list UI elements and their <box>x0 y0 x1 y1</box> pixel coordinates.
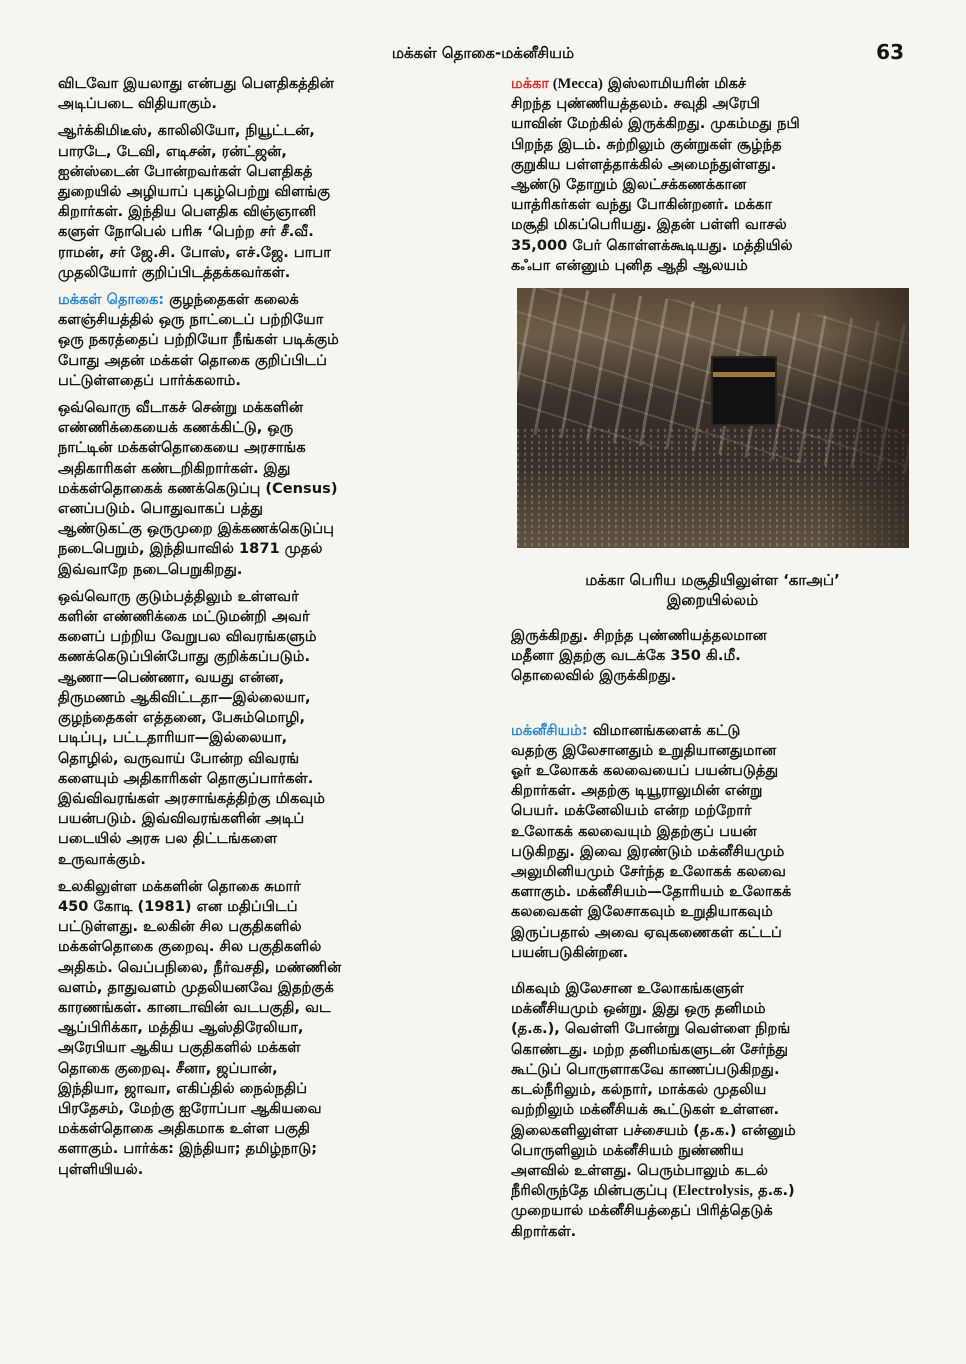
census-details-paragraph: ஒவ்வொரு குடும்பத்திலும் உள்ளவர் களின் எண்ணிக்கை மட்டுமன்றி அவர் களைப் பற்றிய வேறுபல விவரங்களும் கணக்கெடுப்பின்போது குறிக்கப்படும். ஆணா—பெண்ணா, வயது என்ன, திருமணம் ஆகிவிட்டதா—இல்லையா, குழந்தைகள் எத்தனை, பேசும்மொழி, படிப்பு, பட்டதாரியா—இல்லையா, தொழில், வருவாய் போன்ற விவரங் களையும் அதிகாரிகள் தொகுப்பார்கள். இவ்விவரங்கள் அரசாங்கத்திற்கு மிகவும் பயன்படும். இவ்விவரங்களின் அடிப் படையில் அரசு பல திட்டங்களை உருவாக்கும். <box>58 587 325 868</box>
mecca-text: இஸ்லாமியரின் மிகச் சிறந்த புண்ணியத்தலம். சவுதி அரேபி யாவின் மேற்கில் இருக்கிறது. முகம்மது நபி பிறந்த இடம். சுற்றிலும் குன்றுகள் சூழ்ந்த குறுகிய பள்ளத்தாக்கில் அமைந்துள்ளது. ஆண்டு தோறும் இலட்சக்கணக்கான யாத்ரிகர்கள் வந்து போகின்றனர். மக்கா மசூதி மிகப்பெரியது. இதன் பள்ளி வாசல் 35,000 பேர் கொள்ளக்கூடியது. மத்தியில் கஃபா என்னும் புனித ஆதி ஆலயம் <box>511 75 800 274</box>
mecca-continuation: இருக்கிறது. சிறந்த புண்ணியத்தலமான மதீனா இதற்கு வடக்கே 350 கி.மீ. தொலைவில் இருக்கிறது. <box>511 627 767 685</box>
population-heading: மக்கள் தொகை: <box>58 291 165 309</box>
running-title: மக்கள் தொகை-மக்னீசியம் <box>391 44 575 62</box>
physicists-paragraph: ஆர்க்கிமிடீஸ், காலிலியோ, நியூட்டன், பாரடே, டேவி, எடிசன், ரன்ட்ஜன், ஐன்ஸ்டைன் போன்றவர்கள் பௌதிகத் துறையில் அழியாப் புகழ்பெற்று விளங்கு கிறார்கள். இந்திய பௌதிக விஞ்ஞானி களுள் நோபெல் பரிசு ‘பெற்ற சர் சீ.வீ. ராமன், சர் ஜே.சி. போஸ், எச்.ஜே. பாபா முதலியோர் குறிப்பிடத்தக்கவர்கள். <box>58 122 331 281</box>
kaaba-building <box>713 358 775 424</box>
census-paragraph: ஒவ்வொரு வீடாகச் சென்று மக்களின் எண்ணிக்கையைக் கணக்கிட்டு, ஒரு நாட்டின் மக்கள்தொகையை அரசாங்க அதிகாரிகள் கண்டறிகிறார்கள். இது மக்கள்தொகைக் கணக்கெடுப்பு (Census) எனப்படும். பொதுவாகப் பத்து ஆண்டுகட்கு ஒருமுறை இக்கணக்கெடுப்பு நடைபெறும், இந்தியாவில் 1871 முதல் இவ்வாறே நடைபெறுகிறது. <box>58 399 338 578</box>
population-intro-text: குழந்தைகள் கலைக் களஞ்சியத்தில் ஒரு நாட்டைப் பற்றியோ ஒரு நகரத்தைப் பற்றியோ நீங்கள் படிக்கும் போது அதன் மக்கள் தொகை குறிப்பிடப் பட்டுள்ளதைப் பார்க்கலாம். <box>58 291 339 389</box>
population-intro-paragraph <box>58 290 466 391</box>
magnesium-properties-text: மிகவும் இலேசான உலோகங்களுள் மக்னீசியமும் ஒன்று. இது ஒரு தனிமம் (த.க.), வெள்ளி போன்று வெள்ளை நிறங் கொண்டது. மற்ற தனிமங்களுடன் சேர்ந்து கூட்டுப் பொருளாகவே காணப்படுகிறது. கடல்நீரிலும், கல்நார், மாக்கல் முதலிய வற்றிலும் மக்னீசியக் கூட்டுகள் உள்ளன. இலைகளிலுள்ள பச்சையம் (த.க.) என்னும் பொருளிலும் மக்னீசியம் நுண்ணிய அளவில் உள்ளது. பெரும்பாலும் கடல் நீரிலிருந்தே மின்பகுப்பு <box>511 980 796 1200</box>
kaaba-photo <box>517 288 909 548</box>
electrolysis-term: (Electrolysis, <box>672 1183 754 1200</box>
magnesium-heading: மக்னீசியம்: <box>511 721 588 739</box>
magnesium-properties-end: த.க.) முறையால் மக்னீசியத்தைப் பிரித்தெடுக் கிறார்கள். <box>511 1182 795 1240</box>
photo-caption: மக்கா பெரிய மசூதியிலுள்ள ‘காஅப்’ இறையில்லம் <box>585 571 840 610</box>
mecca-paragraph <box>511 74 914 276</box>
physics-paragraph-end: விடவோ இயலாது என்பது பௌதிகத்தின் அடிப்படை விதியாகும். <box>58 75 334 113</box>
page-number: 63 <box>876 40 904 64</box>
right-column <box>511 74 914 1242</box>
magnesium-paragraph <box>511 721 914 963</box>
left-column <box>58 74 466 1180</box>
mecca-heading: மக்கா <box>511 75 550 92</box>
magnesium-text: விமானங்களைக் கட்டு வதற்கு இலேசானதும் உறுதியானதுமான ஓர் உலோகக் கலவையைப் பயன்படுத்து கிறார்கள். அதற்கு டியூராலுமின் என்று பெயர். மக்னேலியம் என்ற மற்றோர் உலோகக் கலவையும் இதற்குப் பயன் படுகிறது. இவை இரண்டும் மக்னீசியமும் அலுமினியமும் சேர்ந்த உலோகக் கலவை களாகும். மக்னீசியம்—தோரியம் உலோகக் கலவைகள் இலேசாகவும் உறுதியாகவும் இருப்பதால் அவை ஏவுகணைகள் கட்டப் பயன்படுகின்றன. <box>511 721 792 961</box>
world-population-paragraph: உலகிலுள்ள மக்களின் தொகை சுமார் 450 கோடி (1981) என மதிப்பிடப் பட்டுள்ளது. உலகின் சில பகுதிகளில் மக்கள்தொகை குறைவு. சில பகுதிகளில் அதிகம். வெப்பநிலை, நீர்வசதி, மண்ணின் வளம், தாதுவளம் முதலியனவே இதற்குக் காரணங்கள். கானடாவின் வடபகுதி, வட ஆப்பிரிக்கா, மத்திய ஆஸ்திரேலியா, அரேபியா ஆகிய பகுதிகளில் மக்கள் தொகை குறைவு. சீனா, ஜப்பான், இந்தியா, ஜாவா, எகிப்தில் நைல்நதிப் பிரதேசம், மேற்கு ஐரோப்பா ஆகியவை மக்கள்தொகை அதிகமாக உள்ள பகுதி களாகும். பார்க்க: இந்தியா; தமிழ்நாடு; புள்ளியியல். <box>58 877 342 1178</box>
magnesium-properties-paragraph <box>511 979 914 1242</box>
mecca-english-name: (Mecca) <box>549 76 603 92</box>
